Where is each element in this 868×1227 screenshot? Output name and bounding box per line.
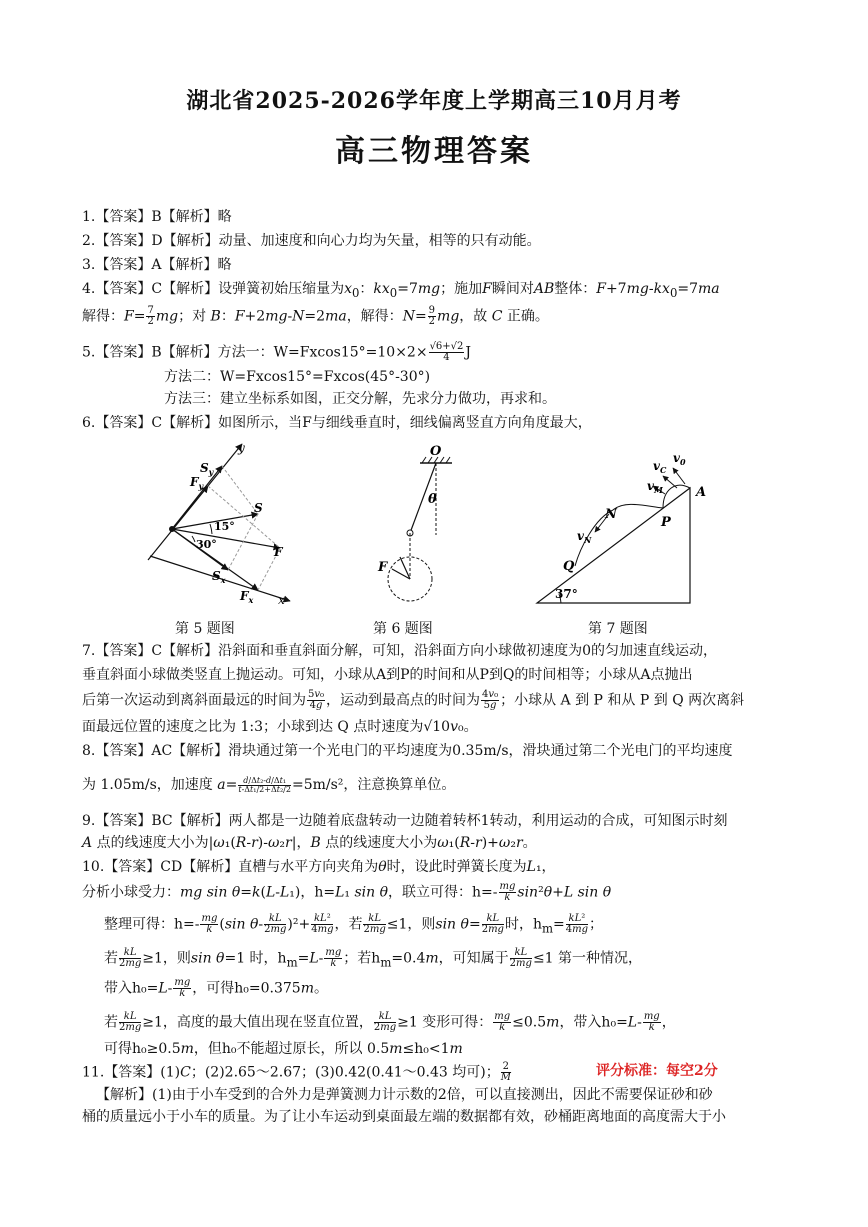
fig5-fx-label: $F_x$ <box>240 589 254 605</box>
answer-q9-line1: 9.【答案】BC【解析】两人都是一边随着底盘转动一边随着转杯1转动，利用运动的合成，可知图示时刻 <box>82 813 728 829</box>
fig5-fy-label: $F_y$ <box>190 475 204 491</box>
answer-q8-line2: 为 1.05m/s，加速度 a= $\frac{\text{d/Δt₂-d/Δt₁}}{\text{t-Δt₁/2+Δt₂/2}}$ =5m/s²，注意换算单位。 <box>82 775 456 794</box>
fig7-vc-label: $v_C$ <box>653 459 667 475</box>
fig7-vm-label: $v_M$ <box>647 479 663 495</box>
fig5-sx-label: $S_x$ <box>212 569 226 585</box>
answer-q2: 2.【答案】D【解析】动量、加速度和向心力均为矢量，相等的只有动能。 <box>82 233 541 249</box>
fig7-a-label: A <box>696 485 707 500</box>
answer-q4-line2: 解得：F= $\frac{7}{2}$ mg；对 B：F+2mg-N=2ma，解得：N= $\frac{9}{2}$ mg，故 C 正确。 <box>82 305 549 327</box>
answer-q5-line1: 5.【答案】B【解析】方法一：W=Fxcos15°=10×2× $\frac{√6+√2}{4}$ J <box>82 341 472 363</box>
fig7-q-label: Q <box>563 559 575 574</box>
fig6-o-label: O <box>430 445 442 459</box>
fig7-v0-label: $v_0$ <box>673 451 686 467</box>
fig6-theta-label: θ <box>428 492 437 507</box>
answer-q3: 3.【答案】A【解析】略 <box>82 257 232 273</box>
answer-q11-line1: 11.【答案】(1)C；(2)2.65～2.67；(3)0.42(0.41～0.43 均可)； $\frac{2}{M}$ <box>82 1061 511 1083</box>
answer-q11-line3: 桶的质量远小于小车的质量。为了让小车运动到桌面最左端的数据都有效，砂桶距离地面的高度需大于小 <box>82 1109 726 1125</box>
figure-7 <box>535 448 715 608</box>
fig7-p-label: P <box>661 515 671 530</box>
answer-q10-line6: 若 $\frac{kL}{2mg}$ ≥1，高度的最大值出现在竖直位置， $\frac{kL}{2mg}$ ≥1 变形可得： $\frac{mg}{k}$ ≤0.5m，带入h₀=L- $\frac{mg}{k}$ ， <box>104 1011 676 1033</box>
answer-title: 高三物理答案 <box>335 134 533 169</box>
fig5-f-label: F <box>274 545 283 559</box>
fig5-y-label: y <box>238 441 245 455</box>
answer-q5-line3: 方法三：建立坐标系如图，正交分解，先求分力做功，再求和。 <box>164 391 556 407</box>
fig7-n-label: N <box>605 507 617 522</box>
answer-q10-line1: 10.【答案】CD【解析】直槽与水平方向夹角为θ时，设此时弹簧长度为L₁， <box>82 859 556 875</box>
answer-q1: 1.【答案】B【解析】略 <box>82 209 232 225</box>
figure-5 <box>140 438 300 608</box>
answer-q5-line2: 方法二：W=Fxcos15°=Fxcos(45°-30°) <box>164 369 431 385</box>
scoring-standard: 评分标准：每空2分 <box>596 1063 718 1079</box>
figure-6 <box>370 445 460 610</box>
caption-figure-5: 第 5 题图 <box>175 621 235 637</box>
exam-title: 湖北省2025-2026学年度上学期高三10月月考 <box>186 88 682 114</box>
answer-q10-line4: 若 $\frac{kL}{2mg}$ ≥1，则sin θ=1 时，$h_m=L-$ $\frac{mg}{k}$ ；若$h_m=0.4m$，可知属于 $\frac{kL}{2mg}$ ≤1 第一种情况， <box>104 947 643 970</box>
fig7-angle37: 37° <box>555 587 578 601</box>
answer-q10-line7: 可得h₀≥0.5m，但h₀不能超过原长，所以 0.5m≤h₀<1m <box>104 1041 463 1057</box>
fig5-sy-label: $S_y$ <box>200 461 214 477</box>
fig5-angle30: 30° <box>196 538 217 551</box>
answer-q9-line2: A 点的线速度大小为|ω₁(R-r)-ω₂r|，B 点的线速度大小为ω₁(R-r)+ω₂r。 <box>82 835 537 851</box>
answer-q7-line3: 后第一次运动到离斜面最远的时间为 $\frac{\text{5v₀}}{4g}$ ，运动到最高点的时间为 $\frac{\text{4v₀}}{5g}$ ；小球从 A 到 P 和从 P 到 Q 两次离斜 <box>82 689 745 711</box>
fig5-s-label: S <box>254 501 263 515</box>
fig5-angle15: 15° <box>214 520 235 533</box>
caption-figure-6: 第 6 题图 <box>373 621 433 637</box>
answer-q10-line5: 带入h₀=L- $\frac{mg}{k}$ ，可得h₀=0.375m。 <box>104 977 329 999</box>
fig6-f-label: F <box>378 560 388 575</box>
fig7-vn-label: $v_N$ <box>577 529 592 545</box>
answer-q7-line4: 面最远位置的速度之比为 1:3；小球到达 Q 点时速度为√10v₀。 <box>82 719 478 735</box>
answer-q11-line2: 【解析】(1)由于小车受到的合外力是弹簧测力计示数的2倍，可以直接测出，因此不需要保证砂和砂 <box>96 1087 713 1103</box>
answer-q4-line1: 4.【答案】C【解析】设弹簧初始压缩量为$x_0$：$kx_0=7mg$；施加F瞬间对AB整体：$F+7mg-kx_0=7ma$ <box>82 281 720 300</box>
answer-q7-line2: 垂直斜面小球做类竖直上抛运动。可知，小球从A到P的时间和从P到Q的时间相等；小球从A点抛出 <box>82 667 693 683</box>
caption-figure-7: 第 7 题图 <box>588 621 648 637</box>
answer-q8-line1: 8.【答案】AC【解析】滑块通过第一个光电门的平均速度为0.35m/s，滑块通过第二个光电门的平均速度 <box>82 743 733 759</box>
answer-q6: 6.【答案】C【解析】如图所示，当F与细线垂直时，细线偏离竖直方向角度最大， <box>82 415 592 431</box>
answer-q10-line2: 分析小球受力：mg sin θ=k(L-L₁)，h=L₁ sin θ，联立可得：h=- $\frac{mg}{k}$ sin²θ+L sin θ <box>82 881 612 903</box>
answer-q7-line1: 7.【答案】C【解析】沿斜面和垂直斜面分解，可知，沿斜面方向小球做初速度为0的匀加速直线运动， <box>82 643 717 659</box>
fig5-x-label: x <box>278 593 285 607</box>
answer-q10-line3: 整理可得：h=- $\frac{mg}{k}$ (sin θ- $\frac{kL}{2mg}$ )²+ $\frac{\text{kL²}}{4mg}$ ，若 $\frac{kL}{2mg}$ ≤1，则sin θ= $\frac{kL}{2mg}$ 时，$h_m=$ $\frac{\text{kL²}}{4mg}$ ； <box>104 913 604 936</box>
